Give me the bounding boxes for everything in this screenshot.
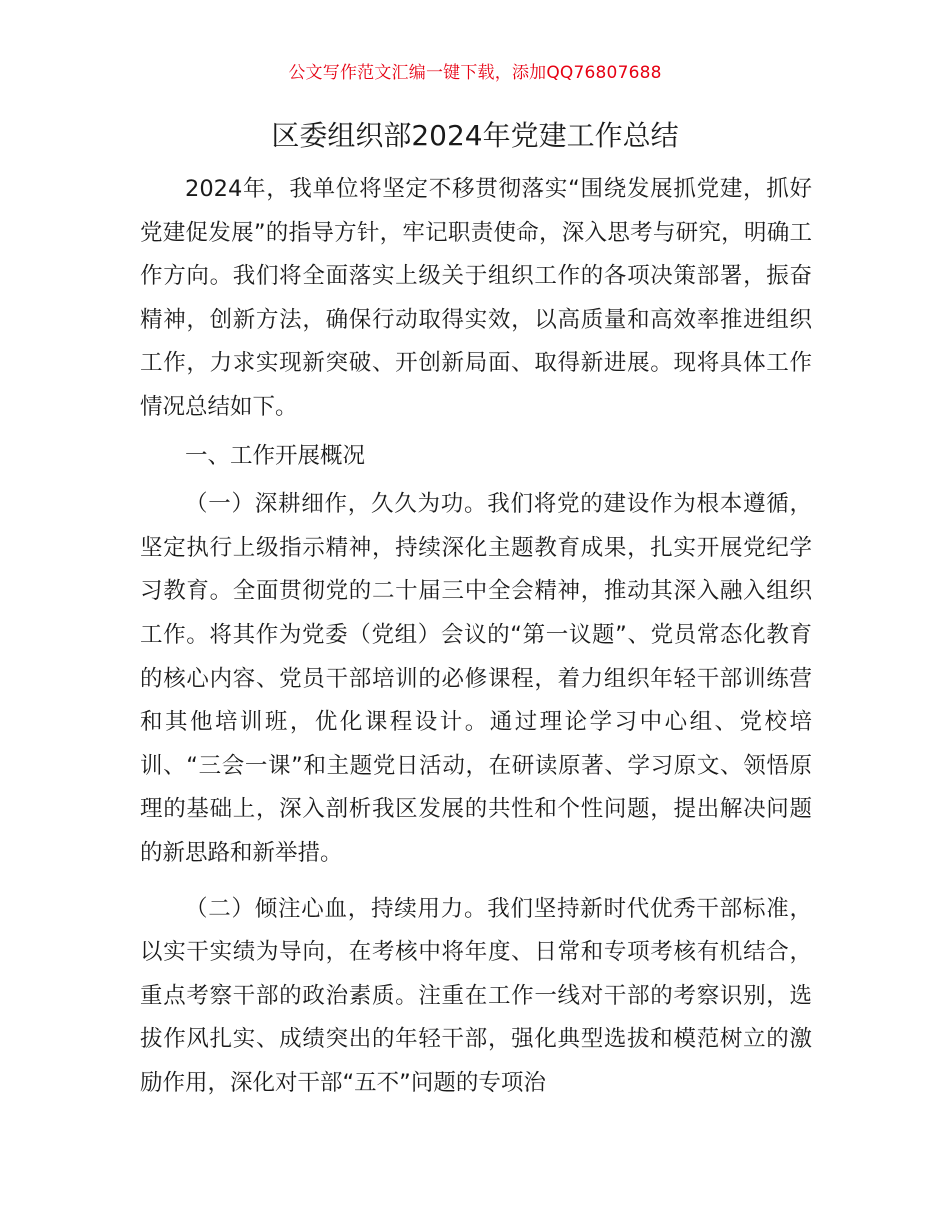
document-body <box>140 168 812 1105</box>
section-heading: 一、工作开展概况 <box>185 442 366 469</box>
body-paragraph: （二）倾注心血，持续用力。我们坚持新时代优秀干部标准，以实干实绩为导向，在考核中将年度、日常和专项考核有机结合，重点考察干部的政治素质。注重在工作一线对干部的考察识别，选拔作风扎实、成绩突出的年轻干部，强化典型选拔和模范树立的激励作用，深化对干部“五不”问题的专项治 <box>140 895 812 1096</box>
body-paragraph: （一）深耕细作，久久为功。我们将党的建设作为根本遵循，坚定执行上级指示精神，持续深化主题教育成果，扎实开展党纪学习教育。全面贯彻党的二十届三中全会精神，推动其深入融入组织工作。将其作为党委（党组）会议的“第一议题”、党员常态化教育的核心内容、党员干部培训的必修课程，着力组织年轻干部训练营和其他培训班，优化课程设计。通过理论学习中心组、党校培训、“三会一课”和主题党日活动，在研读原著、学习原文、领悟原理的基础上，深入剖析我区发展的共性和个性问题，提出解决问题的新思路和新举措。 <box>140 491 812 866</box>
download-note: 公文写作范文汇编一键下载，添加QQ76807688 <box>288 63 662 83</box>
document-title: 区委组织部2024年党建工作总结 <box>271 119 679 152</box>
intro-paragraph: 2024年，我单位将坚定不移贯彻落实“围绕发展抓党建，抓好党建促发展”的指导方针，牢记职责使命，深入思考与研究，明确工作方向。我们将全面落实上级关于组织工作的各项决策部署，振奋精神，创新方法，确保行动取得实效，以高质量和高效率推进组织工作，力求实现新突破、开创新局面、取得新进展。现将具体工作情况总结如下。 <box>140 176 812 420</box>
